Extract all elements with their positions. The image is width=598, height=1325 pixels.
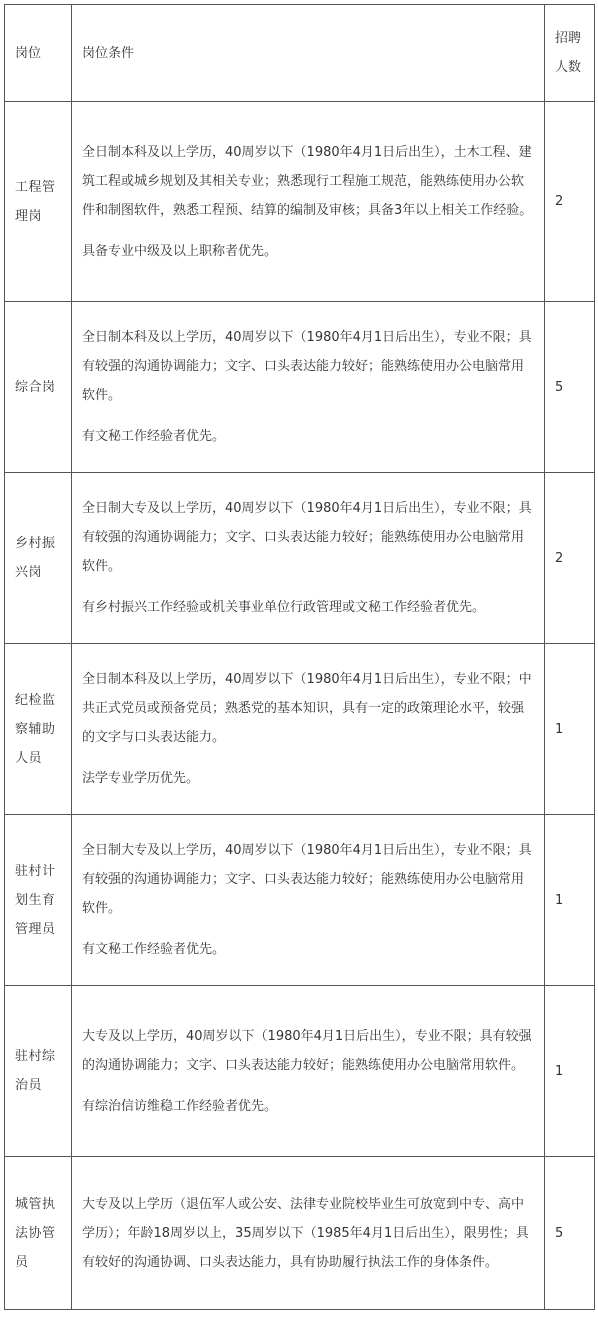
table-row: [5, 986, 595, 1157]
preference-note: 有文秘工作经验者优先。: [82, 429, 226, 444]
preference-note: 具备专业中级及以上职称者优先。: [82, 243, 278, 259]
requirements-cell: [72, 1157, 545, 1310]
header-requirements: 岗位条件: [72, 5, 545, 102]
table-row: [5, 1157, 595, 1310]
header-count: 招聘人数: [545, 5, 595, 102]
count-cell: 1: [545, 986, 595, 1157]
position-cell: 纪检监察辅助人员: [5, 644, 72, 815]
table-row: [5, 815, 595, 986]
requirement-text: 大专及以上学历，40周岁以下（1980年4月1日后出生），专业不限；具有较强的沟通协调能力；文字、口头表达能力较好；能熟练使用办公电脑常用软件。: [82, 1028, 532, 1073]
preference-note: 有乡村振兴工作经验或机关事业单位行政管理或文秘工作经验者优先。: [82, 600, 486, 615]
position-cell: 乡村振兴岗: [5, 473, 72, 644]
table-row: [5, 644, 595, 815]
position-cell: 驻村综治员: [5, 986, 72, 1157]
requirement-text: 大专及以上学历（退伍军人或公安、法律专业院校毕业生可放宽到中专、高中学历）；年龄18周岁以上，35周岁以下（1985年4月1日后出生），限男性；具有较好的沟通协调、口头表达能力，具有协助履行执法工作的身体条件。: [82, 1196, 529, 1270]
recruitment-table: [4, 4, 595, 1310]
count-cell: 5: [545, 302, 595, 473]
count-cell: 1: [545, 644, 595, 815]
requirement-text: 全日制大专及以上学历，40周岁以下（1980年4月1日后出生），专业不限；具有较强的沟通协调能力；文字、口头表达能力较好；能熟练使用办公电脑常用软件。: [82, 843, 532, 916]
requirement-text: 全日制本科及以上学历，40周岁以下（1980年4月1日后出生），专业不限；具有较强的沟通协调能力；文字、口头表达能力较好；能熟练使用办公电脑常用软件。: [82, 330, 532, 403]
requirements-cell: [72, 302, 545, 473]
position-cell: 城管执法协管员: [5, 1157, 72, 1310]
requirements-cell: [72, 986, 545, 1157]
table-row: [5, 102, 595, 302]
position-cell: 工程管理岗: [5, 102, 72, 302]
count-cell: 2: [545, 102, 595, 302]
requirements-cell: [72, 815, 545, 986]
table-header-row: [5, 5, 595, 102]
requirement-text: 全日制本科及以上学历，40周岁以下（1980年4月1日后出生），土木工程、建筑工程或城乡规划及其相关专业；熟悉现行工程施工规范，能熟练使用办公软件和制图软件，熟悉工程预、结算的编制及审核；具备3年以上相关工作经验。: [82, 144, 533, 218]
requirements-cell: [72, 644, 545, 815]
position-cell: 综合岗: [5, 302, 72, 473]
count-cell: 5: [545, 1157, 595, 1310]
position-cell: 驻村计划生育管理员: [5, 815, 72, 986]
preference-note: 有文秘工作经验者优先。: [82, 942, 226, 957]
requirements-cell: [72, 102, 545, 302]
table-row: [5, 473, 595, 644]
preference-note: 法学专业学历优先。: [82, 771, 200, 786]
requirement-text: 全日制本科及以上学历，40周岁以下（1980年4月1日后出生），专业不限；中共正式党员或预备党员；熟悉党的基本知识，具有一定的政策理论水平，较强的文字与口头表达能力。: [82, 672, 532, 745]
header-position: 岗位: [5, 5, 72, 102]
requirements-cell: [72, 473, 545, 644]
preference-note: 有综治信访维稳工作经验者优先。: [82, 1098, 278, 1114]
requirement-text: 全日制大专及以上学历，40周岁以下（1980年4月1日后出生），专业不限；具有较强的沟通协调能力；文字、口头表达能力较好；能熟练使用办公电脑常用软件。: [82, 501, 532, 574]
count-cell: 1: [545, 815, 595, 986]
table-row: [5, 302, 595, 473]
count-cell: 2: [545, 473, 595, 644]
